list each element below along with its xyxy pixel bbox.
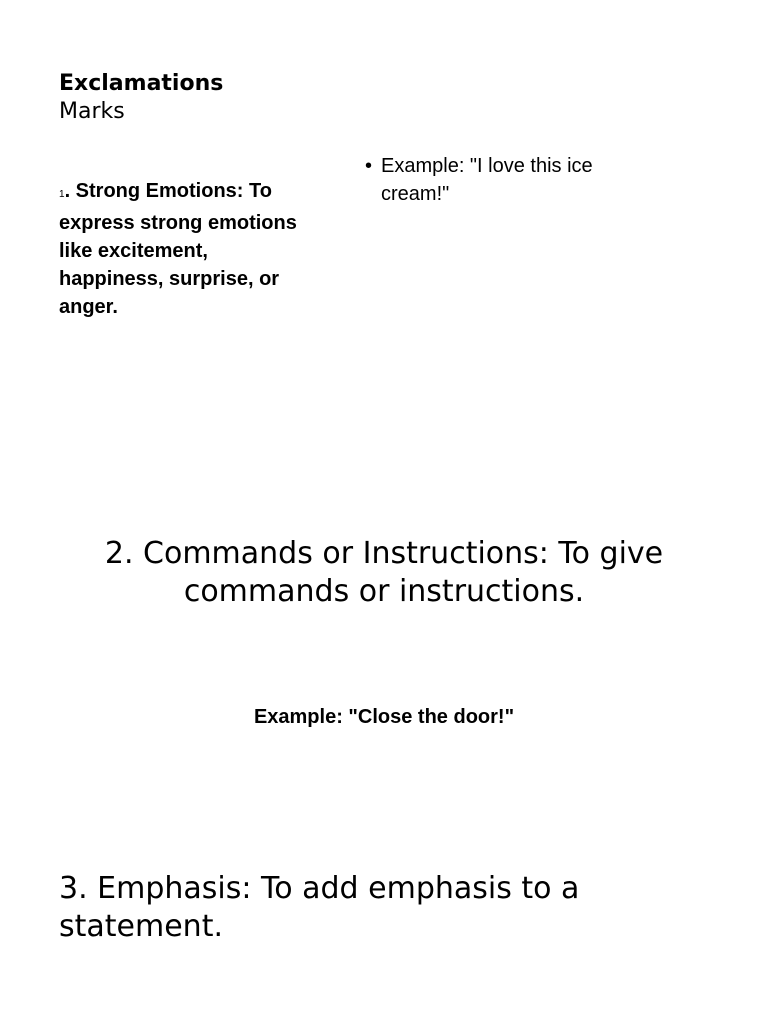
point-text: . Strong Emotions: To express strong emotions like excitement, happiness, surprise, or anger.	[59, 180, 297, 318]
page-subtitle: Marks	[59, 99, 125, 124]
page-title: Exclamations	[59, 71, 224, 96]
strong-emotions-point	[59, 177, 309, 321]
emphasis-heading: 3. Emphasis: To add emphasis to a statement.	[59, 871, 580, 944]
commands-heading: 2. Commands or Instructions: To give commands or instructions.	[104, 536, 664, 609]
strong-emotions-example	[365, 152, 665, 208]
commands-example: Example: "Close the door!"	[253, 706, 515, 728]
example-text: Example: "I love this ice cream!"	[381, 155, 593, 205]
point-number: 1	[59, 189, 65, 200]
bullet-icon: •	[365, 155, 373, 177]
